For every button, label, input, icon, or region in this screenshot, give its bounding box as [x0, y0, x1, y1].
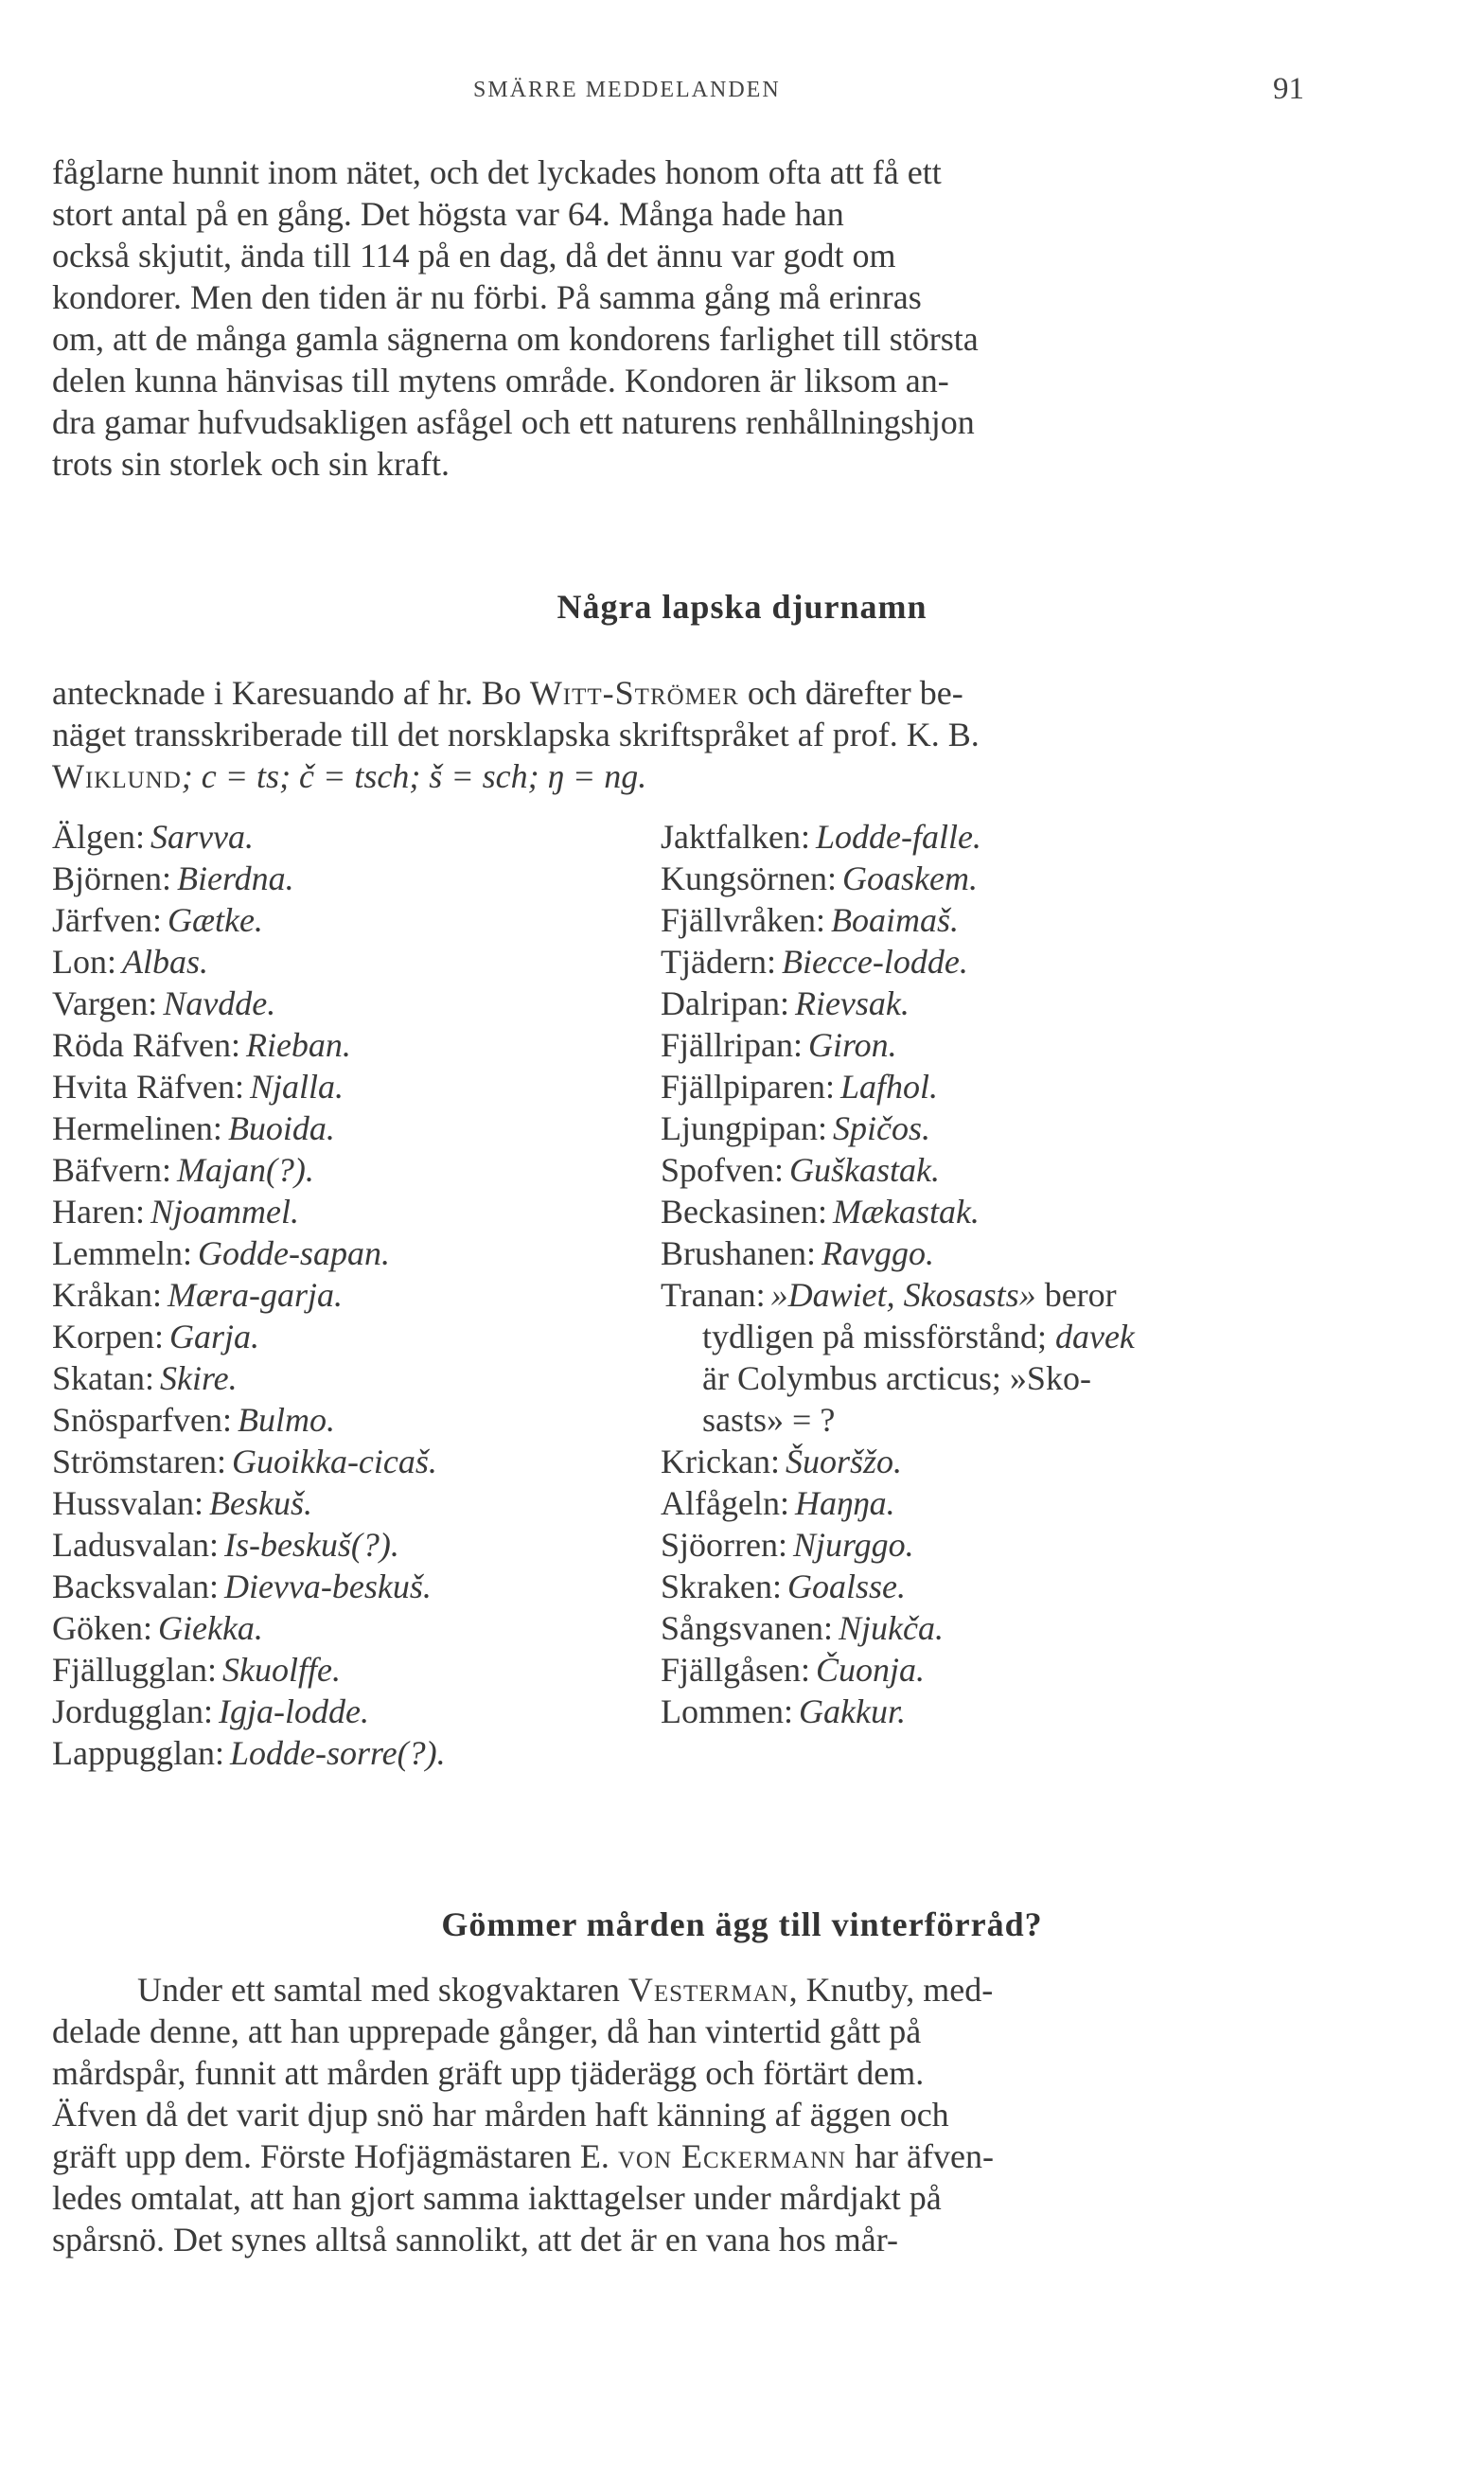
lapp-name: Mæra-garja.	[167, 1276, 343, 1314]
swedish-name: Vargen:	[52, 984, 158, 1022]
lapp-name: Rievsak.	[794, 984, 910, 1022]
list-item	[661, 1482, 1285, 1524]
list-item	[52, 1232, 658, 1274]
lapp-name: Haŋŋa.	[794, 1484, 895, 1522]
list-item	[52, 1066, 658, 1107]
list-item	[52, 1149, 658, 1191]
list-item	[661, 1524, 1285, 1566]
list-item	[52, 983, 658, 1024]
text-line	[52, 1969, 1282, 2011]
person-name: Vesterman	[627, 1971, 789, 2009]
swedish-name: Strömstaren:	[52, 1443, 226, 1480]
lapp-name: Giekka.	[157, 1609, 263, 1647]
swedish-name: Krickan:	[661, 1443, 780, 1480]
lapp-name: Bulmo.	[237, 1401, 335, 1439]
lapp-name: Šuoršžo.	[785, 1443, 902, 1480]
list-item	[661, 1149, 1285, 1191]
swedish-name: Skraken:	[661, 1568, 782, 1605]
lapp-name: Majan(?).	[176, 1151, 314, 1189]
swedish-name: Jordugglan:	[52, 1692, 213, 1730]
text-line: är Colymbus arcticus; »Sko-	[702, 1359, 1091, 1397]
list-item	[661, 983, 1285, 1024]
list-item	[661, 1607, 1285, 1649]
lapp-name: Skire.	[159, 1359, 238, 1397]
text-line	[52, 672, 1282, 714]
lapp-name: Gakkur.	[798, 1692, 906, 1730]
list-item	[52, 1524, 658, 1566]
text-line: dra gamar hufvudsakligen asfågel och ett naturens renhållningshjon	[52, 403, 975, 441]
intro-paragraph	[52, 151, 1282, 485]
person-name: Wiklund	[52, 757, 182, 795]
text-fragment: , Knutby, med-	[788, 1971, 994, 2009]
section-heading-djurnamn: Några lapska djurnamn	[556, 588, 928, 626]
list-item	[52, 899, 658, 941]
list-item	[52, 941, 658, 983]
swedish-name: Fjällgåsen:	[661, 1651, 810, 1689]
lapp-name: Giron.	[807, 1026, 897, 1064]
list-item	[52, 1191, 658, 1232]
running-head: SMÄRRE MEDDELANDEN	[473, 78, 781, 102]
lapp-name: Rieban.	[245, 1026, 351, 1064]
lapp-name: Njukča.	[838, 1609, 944, 1647]
lapp-name: Godde-sapan.	[197, 1234, 390, 1272]
lapp-name: Albas.	[122, 943, 209, 981]
list-item-tranan	[661, 1274, 1285, 1441]
text-fragment: och därefter be-	[738, 674, 963, 712]
text-line: om, att de många gamla sägnerna om kondorens farlighet till största	[52, 320, 979, 358]
lapp-name: Boaimaš.	[830, 901, 959, 939]
lapp-name: Gætke.	[167, 901, 263, 939]
list-item	[52, 1357, 658, 1399]
list-item	[661, 1232, 1285, 1274]
list-item	[52, 858, 658, 899]
swedish-name: Fjällugglan:	[52, 1651, 217, 1689]
swedish-name: Backsvalan:	[52, 1568, 219, 1605]
swedish-name: Hvita Räfven:	[52, 1068, 244, 1106]
swedish-name: Sångsvanen:	[661, 1609, 833, 1647]
swedish-name: Lommen:	[661, 1692, 793, 1730]
text-line: näget transskriberade till det norsklapska skriftspråket af prof. K. B.	[52, 716, 980, 753]
lapp-name: Njoammel.	[150, 1193, 299, 1231]
swedish-name: Beckasinen:	[661, 1193, 827, 1231]
animal-names-left-column	[52, 816, 658, 1774]
lapp-name: Beskuš.	[208, 1484, 312, 1522]
list-item	[52, 1482, 658, 1524]
lapp-name: Is-beskuš(?).	[223, 1526, 399, 1564]
lapp-name: Garja.	[168, 1318, 259, 1355]
lapp-name: »Dawiet, Skosasts»	[770, 1276, 1036, 1314]
list-item	[52, 1107, 658, 1149]
lapp-name: Guoikka-cicaš.	[231, 1443, 437, 1480]
list-item	[52, 1732, 658, 1774]
lapp-name: Goaskem.	[841, 859, 978, 897]
list-item	[52, 1316, 658, 1357]
lapp-name: Lafhol.	[839, 1068, 938, 1106]
note-text: tydligen på missförstånd;	[702, 1318, 1055, 1355]
lapp-name: Guškastak.	[789, 1151, 940, 1189]
lapp-name: Čuonja.	[815, 1651, 925, 1689]
lapp-name: davek	[1054, 1318, 1135, 1355]
swedish-name: Kungsörnen:	[661, 859, 837, 897]
text-fragment: gräft upp dem. Förste Hofjägmästaren E.	[52, 2137, 618, 2175]
list-item	[661, 899, 1285, 941]
swedish-name: Lon:	[52, 943, 116, 981]
swedish-name: Fjällpiparen:	[661, 1068, 835, 1106]
section-heading-marden: Gömmer mården ägg till vinterförråd?	[441, 1905, 1043, 1943]
text-line	[52, 755, 1282, 797]
swedish-name: Skatan:	[52, 1359, 154, 1397]
animal-names-right-column	[661, 816, 1285, 1732]
swedish-name: Göken:	[52, 1609, 152, 1647]
transcription-key: ; c = ts; č = tsch; š = sch; ŋ = ng.	[181, 757, 647, 795]
lapp-name: Sarvva.	[150, 818, 254, 856]
lapp-name: Ravggo.	[821, 1234, 934, 1272]
list-item	[52, 1649, 658, 1691]
lapp-name: Bierdna.	[176, 859, 294, 897]
text-line: stort antal på en gång. Det högsta var 64. Många hade han	[52, 195, 844, 233]
swedish-name: Bäfvern:	[52, 1151, 171, 1189]
note-text: beror	[1035, 1276, 1117, 1314]
lapp-name: Dievva-beskuš.	[223, 1568, 432, 1605]
swedish-name: Jaktfalken:	[661, 818, 810, 856]
lapp-name: Lodde-sorre(?).	[229, 1734, 446, 1772]
lapp-name: Buoida.	[227, 1109, 335, 1147]
lapp-name: Lodde-falle.	[815, 818, 981, 856]
lapp-name: Mækastak.	[832, 1193, 980, 1231]
swedish-name: Älgen:	[52, 818, 145, 856]
text-line: sasts» = ?	[702, 1401, 836, 1439]
swedish-name: Alfågeln:	[661, 1484, 789, 1522]
list-item	[661, 1107, 1285, 1149]
swedish-name: Järfven:	[52, 901, 162, 939]
swedish-name: Haren:	[52, 1193, 145, 1231]
lapp-name: Njurggo.	[792, 1526, 914, 1564]
list-item	[52, 1399, 658, 1441]
lapp-name: Igja-lodde.	[218, 1692, 369, 1730]
list-item	[661, 816, 1285, 858]
swedish-name: Fjällripan:	[661, 1026, 803, 1064]
person-name: Witt-Strömer	[529, 674, 739, 712]
text-line: spårsnö. Det synes alltså sannolikt, att det är en vana hos mår-	[52, 2221, 899, 2259]
swedish-name: Ladusvalan:	[52, 1526, 219, 1564]
list-item	[52, 1024, 658, 1066]
swedish-name: Kråkan:	[52, 1276, 162, 1314]
swedish-name: Lemmeln:	[52, 1234, 192, 1272]
text-line: också skjutit, ända till 114 på en dag, då det ännu var godt om	[52, 237, 896, 275]
text-line: ledes omtalat, att han gjort samma iakttagelser under mårdjakt på	[52, 2179, 942, 2217]
lapp-name: Njalla.	[249, 1068, 344, 1106]
list-item	[52, 1566, 658, 1607]
swedish-name: Dalripan:	[661, 984, 789, 1022]
text-line: trots sin storlek och sin kraft.	[52, 445, 450, 483]
swedish-name: Björnen:	[52, 859, 171, 897]
text-fragment: Under ett samtal med skogvaktaren	[137, 1971, 628, 2009]
text-line: kondorer. Men den tiden är nu förbi. På samma gång må erinras	[52, 278, 922, 316]
person-name: von Eckermann	[617, 2137, 847, 2175]
list-item	[661, 1191, 1285, 1232]
lapp-name: Goalsse.	[786, 1568, 906, 1605]
section1-intro	[52, 672, 1282, 797]
lapp-name: Biecce-lodde.	[781, 943, 968, 981]
list-item	[52, 1607, 658, 1649]
swedish-name: Röda Räfven:	[52, 1026, 240, 1064]
list-item	[661, 1649, 1285, 1691]
swedish-name: Spofven:	[661, 1151, 784, 1189]
list-item	[52, 1274, 658, 1316]
list-item	[661, 1024, 1285, 1066]
list-item	[52, 1691, 658, 1732]
swedish-name: Korpen:	[52, 1318, 164, 1355]
list-item	[661, 941, 1285, 983]
page-number: 91	[1273, 72, 1304, 106]
text-line: Äfven då det varit djup snö har mården haft känning af äggen och	[52, 2096, 949, 2134]
text-line: delen kunna hänvisas till mytens område. Kondoren är liksom an-	[52, 362, 949, 399]
lapp-name: Skuolffe.	[222, 1651, 341, 1689]
list-item	[661, 1441, 1285, 1482]
page-header	[0, 72, 1484, 112]
section2-paragraph	[52, 1969, 1282, 2260]
swedish-name: Lappugglan:	[52, 1734, 224, 1772]
list-item	[661, 858, 1285, 899]
swedish-name: Brushanen:	[661, 1234, 816, 1272]
text-line	[661, 1316, 1285, 1357]
text-line: mårdspår, funnit att mården gräft upp tjäderägg och förtärt dem.	[52, 2054, 925, 2092]
text-line: fåglarne hunnit inom nätet, och det lyckades honom ofta att få ett	[52, 153, 942, 191]
list-item	[52, 816, 658, 858]
text-line	[52, 2135, 1282, 2177]
text-line	[661, 1274, 1285, 1316]
swedish-name: Ljungpipan:	[661, 1109, 827, 1147]
list-item	[661, 1566, 1285, 1607]
text-fragment: har äfven-	[846, 2137, 994, 2175]
swedish-name: Snösparfven:	[52, 1401, 232, 1439]
list-item	[661, 1066, 1285, 1107]
swedish-name: Tjädern:	[661, 943, 776, 981]
list-item	[661, 1691, 1285, 1732]
swedish-name: Fjällvråken:	[661, 901, 825, 939]
lapp-name: Spičos.	[832, 1109, 930, 1147]
text-fragment: antecknade i Karesuando af hr. Bo	[52, 674, 530, 712]
swedish-name: Tranan:	[661, 1276, 766, 1314]
swedish-name: Hermelinen:	[52, 1109, 222, 1147]
lapp-name: Navdde.	[163, 984, 276, 1022]
swedish-name: Sjöorren:	[661, 1526, 787, 1564]
swedish-name: Hussvalan:	[52, 1484, 203, 1522]
list-item	[52, 1441, 658, 1482]
text-line: delade denne, att han upprepade gånger, då han vintertid gått på	[52, 2012, 922, 2050]
